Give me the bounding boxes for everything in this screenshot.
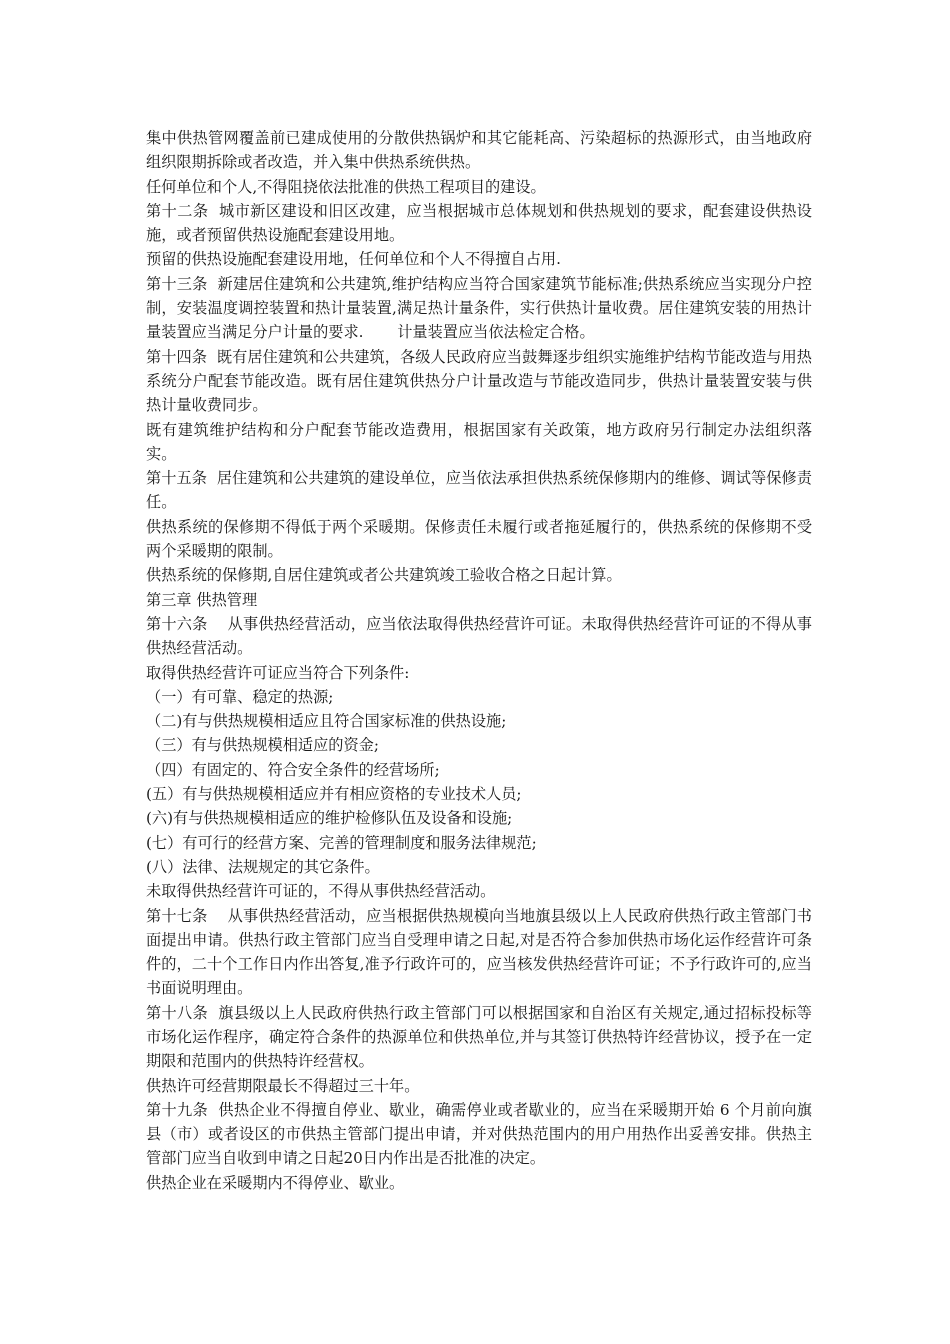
article-16: 第十六条 从事供热经营活动，应当依法取得供热经营许可证。未取得供热经营许可证的不得从事供热经营活动。 [146,614,812,658]
condition-item: （一）有可靠、稳定的热源; [146,687,334,706]
condition-item: （二)有与供热规模相适应且符合国家标准的供热设施; [146,712,507,731]
chapter-heading: 第三章 供热管理 [146,590,258,609]
article-13: 第十三条 新建居住建筑和公共建筑,维护结构应当符合国家建筑节能标准;供热系统应当实现分户控制，安装温度调控装置和热计量装置,满足热计量条件，实行供热计量收费。居住建筑安装的用热计量装置应当满足分户计量的要求. 计量装置应当依法检定合格。 [146,274,812,342]
condition-item: (七）有可行的经营方案、完善的管理制度和服务法律规范; [146,833,537,852]
document-body [146,126,812,1195]
article-12: 第十二条 城市新区建设和旧区改建，应当根据城市总体规划和供热规划的要求，配套建设供热设施，或者预留供热设施配套建设用地。 [146,201,812,245]
article-14: 第十四条 既有居住建筑和公共建筑，各级人民政府应当鼓舞逐步组织实施维护结构节能改造与用热系统分户配套节能改造。既有居住建筑供热分户计量改造与节能改造同步，供热计量装置安装与供热计量收费同步。 [146,347,812,415]
condition-item: (八）法律、法规规定的其它条件。 [146,857,380,876]
paragraph-12: 取得供热经营许可证应当符合下列条件: [146,663,410,682]
article-19: 第十九条 供热企业不得擅自停业、歇业，确需停业或者歇业的，应当在采暖期开始 6 个月前向旗县（市）或者设区的市供热主管部门提出申请，并对供热范围内的用户用热作出妥善安排。供热主管部门应当自收到申请之日起20日内作出是否批准的决定。 [146,1100,812,1168]
paragraph-21: 未取得供热经营许可证的，不得从事供热经营活动。 [146,882,496,901]
condition-item: (六)有与供热规模相适应的维护检修队伍及设备和设施; [146,809,513,828]
paragraph-1: 任何单位和个人,不得阻挠依法批准的供热工程项目的建设。 [146,177,546,196]
paragraph-8: 供热系统的保修期不得低于两个采暖期。保修责任未履行或者拖延履行的，供热系统的保修期不受两个采暖期的限制。 [146,517,812,561]
condition-item: （三）有与供热规模相适应的资金; [146,736,379,755]
paragraph-3: 预留的供热设施配套建设用地，任何单位和个人不得擅自占用. [146,250,561,269]
article-17: 第十七条 从事供热经营活动，应当根据供热规模向当地旗县级以上人民政府供热行政主管部门书面提出申请。供热行政主管部门应当自受理申请之日起,对是否符合参加供热市场化运作经营许可条件的，二十个工作日内作出答复,准予行政许可的，应当核发供热经营许可证；不予行政许可的,应当书面说明理由。 [146,906,812,998]
condition-item: （四）有固定的、符合安全条件的经营场所; [146,760,440,779]
article-15: 第十五条 居住建筑和公共建筑的建设单位，应当依法承担供热系统保修期内的维修、调试等保修责任。 [146,469,812,512]
paragraph-26: 供热企业在采暖期内不得停业、歇业。 [146,1173,405,1192]
paragraph-0: 集中供热管网覆盖前已建成使用的分散供热锅炉和其它能耗高、污染超标的热源形式，由当地政府组织限期拆除或者改造，并入集中供热系统供热。 [146,129,812,172]
paragraph-24: 供热许可经营期限最长不得超过三十年。 [146,1076,420,1095]
article-18: 第十八条 旗县级以上人民政府供热行政主管部门可以根据国家和自治区有关规定,通过招标投标等市场化运作程序，确定符合条件的热源单位和供热单位,并与其签订供热特许经营协议，授予在一定期限和范围内的供热特许经营权。 [146,1003,812,1071]
paragraph-6: 既有建筑维护结构和分户配套节能改造费用，根据国家有关政策，地方政府另行制定办法组织落实。 [146,420,812,463]
paragraph-9: 供热系统的保修期,自居住建筑或者公共建筑竣工验收合格之日起计算。 [146,566,622,585]
condition-item: (五）有与供热规模相适应并有相应资格的专业技术人员; [146,785,522,804]
